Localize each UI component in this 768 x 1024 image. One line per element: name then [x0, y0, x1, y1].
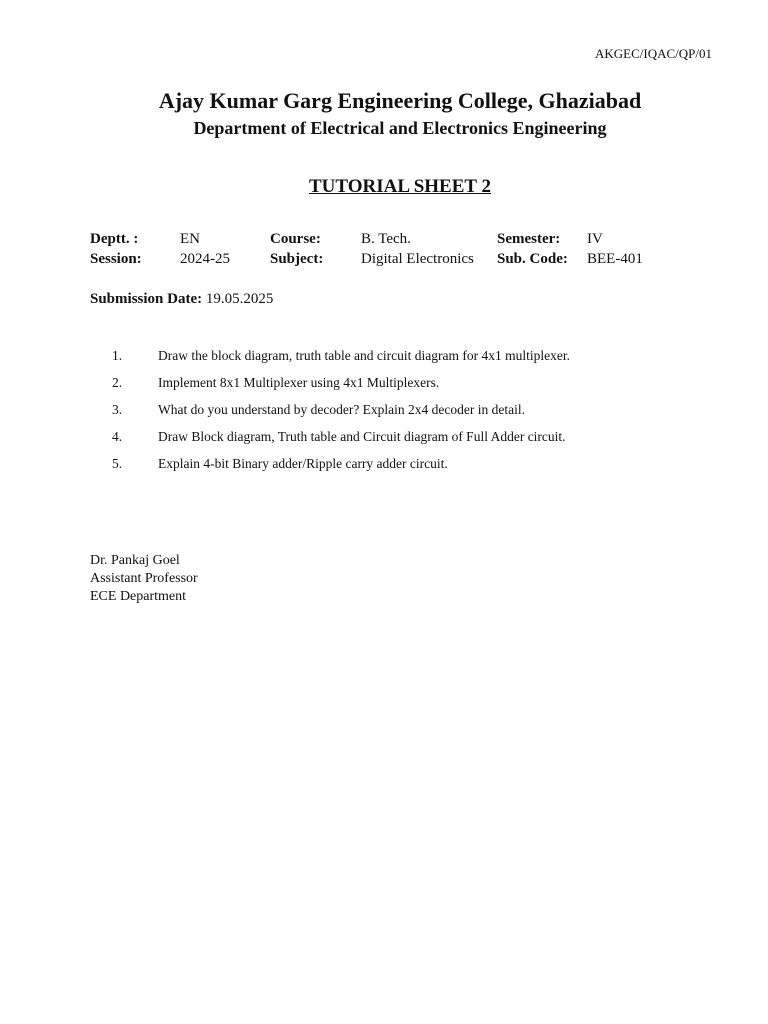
semester-value: IV: [587, 231, 603, 247]
signatory-department: ECE Department: [90, 589, 187, 604]
question-number: 2.: [112, 375, 123, 390]
document-code: AKGEC/IQAC/QP/01: [594, 46, 712, 61]
question-text: Explain 4-bit Binary adder/Ripple carry adder circuit.: [158, 456, 448, 471]
subcode-label: Sub. Code:: [497, 250, 568, 267]
submission-date: [90, 291, 273, 308]
course-label: Course:: [270, 231, 321, 247]
question-list: [112, 348, 570, 483]
subcode-value: BEE-401: [587, 250, 643, 267]
sheet-title: TUTORIAL SHEET 2: [309, 176, 491, 197]
question-text: Draw Block diagram, Truth table and Circuit diagram of Full Adder circuit.: [158, 429, 566, 444]
session-value: 2024-25: [180, 250, 230, 267]
signatory-name: Dr. Pankaj Goel: [90, 553, 180, 568]
college-name: Ajay Kumar Garg Engineering College, Ghaziabad: [158, 88, 642, 113]
course-info-table: [90, 231, 647, 270]
signatory-designation: Assistant Professor: [90, 571, 198, 586]
course-info-row: [90, 251, 647, 271]
question-text: Draw the block diagram, truth table and circuit diagram for 4x1 multiplexer.: [158, 348, 570, 363]
list-item: [112, 456, 570, 483]
question-text: What do you understand by decoder? Explain 2x4 decoder in detail.: [158, 402, 526, 417]
subject-value: Digital Electronics: [361, 250, 474, 267]
course-value: B. Tech.: [361, 231, 411, 247]
list-item: [112, 402, 570, 429]
list-item: [112, 375, 570, 402]
submission-date-label: Submission Date:: [90, 291, 203, 307]
question-number: 5.: [112, 456, 123, 471]
list-item: [112, 429, 570, 456]
course-info-row: [90, 231, 647, 251]
dept-label: Deptt. :: [90, 231, 139, 247]
question-text: Implement 8x1 Multiplexer using 4x1 Multiplexers.: [158, 375, 440, 390]
department-name: Department of Electrical and Electronics Engineering: [193, 118, 607, 138]
question-number: 3.: [112, 402, 123, 417]
semester-label: Semester:: [497, 231, 561, 247]
session-label: Session:: [90, 250, 142, 267]
question-number: 4.: [112, 429, 123, 444]
list-item: [112, 348, 570, 375]
signature-block: [90, 552, 198, 606]
dept-value: EN: [180, 231, 200, 247]
subject-label: Subject:: [270, 250, 324, 267]
submission-date-value: 19.05.2025: [205, 291, 274, 307]
question-number: 1.: [112, 348, 123, 363]
